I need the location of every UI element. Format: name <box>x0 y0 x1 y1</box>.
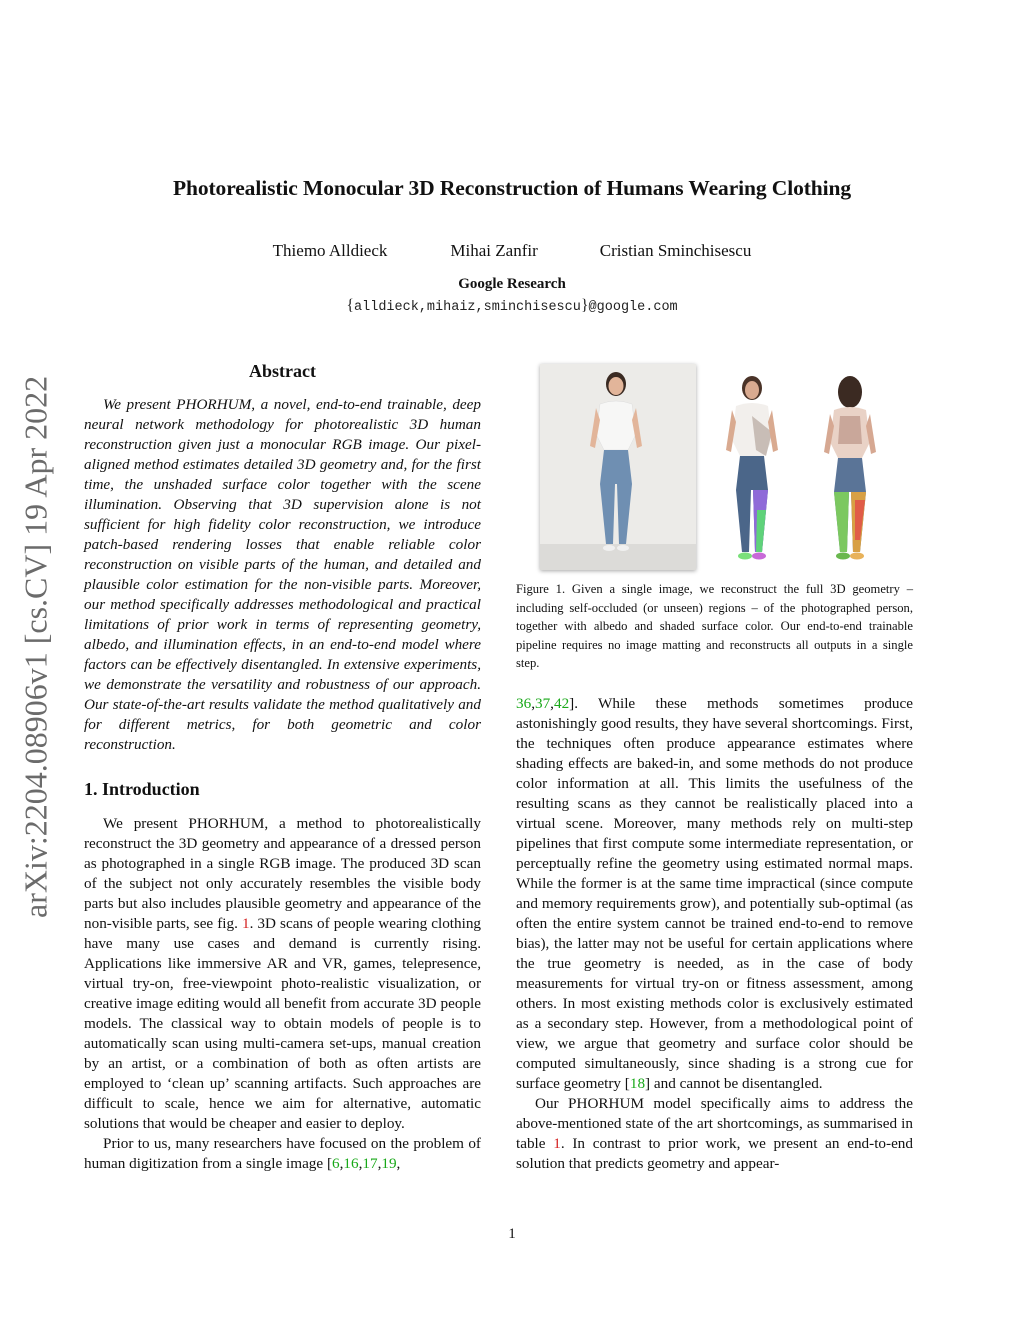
person-photo-icon <box>540 364 696 570</box>
author-3: Cristian Sminchisescu <box>599 241 752 260</box>
citation-link[interactable]: 6 <box>332 1155 340 1172</box>
back-view-reconstruction-icon <box>810 370 890 566</box>
author-list <box>0 241 1024 261</box>
author-2: Mihai Zanfir <box>450 241 538 260</box>
table-ref-link[interactable]: 1 <box>553 1135 561 1152</box>
intro-paragraph-2-continued: 36,37,42]. While these methods sometimes produce astonishingly good results, they have several shortcomings. First, the techniques often produce appearance estimates where shading effects are baked-in, and some methods do not produce color information at all. This limits the usefulness of the resulting scans as they cannot be realistically placed into a virtual scene. Moreover, many methods rely on multi-step pipelines that first compute some intermediate representation, or perceptually refine the geometry using estimated normal maps. While the former is at the same time impractical (since compute and memory requirements grow), and potentially sub-optimal (as often the entire system cannot be trained end-to-end to remove bias), the latter may not be useful for certain applications where the true geometry is needed, as in the case of body measurements for virtual try-on or fitness assessment, among others. In most existing methods color is exclusively estimated as a secondary step. However, from a methodological point of view, we argue that geometry and surface color should be computed simultaneously, since shading is a strong cue for surface geometry [18] and cannot be disentangled. <box>516 695 913 1092</box>
citation-link[interactable]: 17 <box>362 1155 378 1172</box>
citation-link[interactable]: 37 <box>534 695 551 712</box>
figure-1 <box>532 362 914 574</box>
intro-right-column <box>516 694 913 1174</box>
citation-link[interactable]: 42 <box>553 695 570 712</box>
author-1: Thiemo Alldieck <box>272 241 388 260</box>
intro-paragraph-2: Prior to us, many researchers have focused on the problem of human digitization from a single image [6,16,17,19, <box>84 1135 481 1172</box>
citation-link[interactable]: 16 <box>343 1155 359 1172</box>
affiliation: Google Research <box>458 276 566 292</box>
email-users: alldieck,mihaiz,sminchisescu <box>354 300 581 315</box>
abstract-body <box>84 395 481 755</box>
intro-paragraph-3: Our PHORHUM model specifically aims to address the above-mentioned state of the art shortcomings, as summarised in table 1. In contrast to prior work, we present an end-to-end solution that predicts geometry and appear- <box>516 1095 913 1172</box>
citation-link[interactable]: 36 <box>516 695 532 712</box>
citation-link[interactable]: 18 <box>629 1075 646 1092</box>
author-emails: {alldieck,mihaiz,sminchisescu}@google.com <box>346 297 678 315</box>
page-number: 1 <box>508 1226 516 1242</box>
figure-1-caption: Figure 1. Given a single image, we reconstruct the full 3D geometry – including self-occluded (or unseen) regions – of the photographed person, together with albedo and shaded surface color. Our end-to-end trainable pipeline requires no image matting and reconstructs all outputs in a single step. <box>516 582 913 671</box>
shaded-reconstruction-icon <box>712 370 792 566</box>
abstract-text: We present PHORHUM, a novel, end-to-end trainable, deep neural network methodology for photorealistic 3D human reconstruction given just a monocular RGB image. Our pixel-aligned method estimates detailed 3D geometry and, for the first time, the unshaded surface color together with the scene illumination. Observing that 3D supervision alone is not sufficient for high fidelity color reconstruction, we introduce patch-based rendering losses that enable reliable color reconstruction on visible parts of the human, and detailed and plausible color estimation for the non-visible parts. Moreover, our method specifically addresses methodological and practical limitations of prior work in terms of representing geometry, albedo, and illumination effects, in an end-to-end model where factors can be effectively disentangled. In extensive experiments, we demonstrate the versatility and robustness of our approach. Our state-of-the-art results validate the method qualitatively and for different metrics, for both geometric and color reconstruction. <box>84 396 481 753</box>
intro-left-column <box>84 814 481 1174</box>
input-photo <box>540 364 696 570</box>
figure-ref-link[interactable]: 1 <box>241 915 250 932</box>
intro-paragraph-1: We present PHORHUM, a method to photorealistically reconstruct the 3D geometry and appearance of a dressed person as photographed in a single RGB image. The produced 3D scan of the subject not only accurately resembles the visible body parts but also includes plausible geometry and appearance of the non-visible parts, see fig. 1. 3D scans of people wearing clothing have many use cases and demand is currently rising. Applications like immersive AR and VR, games, telepresence, virtual try-on, free-viewpoint photo-realistic visualization, or creative image editing would all benefit from accurate 3D people models. The classical way to obtain models of people is to automatically scan using multi-camera set-ups, manual creation by an artist, or a combination of both as often artists are employed to ‘clean up’ scanning artifacts. Such approaches are difficult to scale, hence we aim for alternative, automatic solutions that would be cheaper and easier to deploy. <box>84 815 482 1132</box>
citation-link[interactable]: 19 <box>381 1155 397 1172</box>
section-heading-introduction: 1. Introduction <box>84 779 200 799</box>
email-domain: @google.com <box>588 300 678 315</box>
paper-title: Photorealistic Monocular 3D Reconstruction of Humans Wearing Clothing <box>172 176 852 200</box>
abstract-heading: Abstract <box>249 361 316 381</box>
arxiv-stamp: arXiv:2204.08906v1 [cs.CV] 19 Apr 2022 <box>17 375 54 919</box>
